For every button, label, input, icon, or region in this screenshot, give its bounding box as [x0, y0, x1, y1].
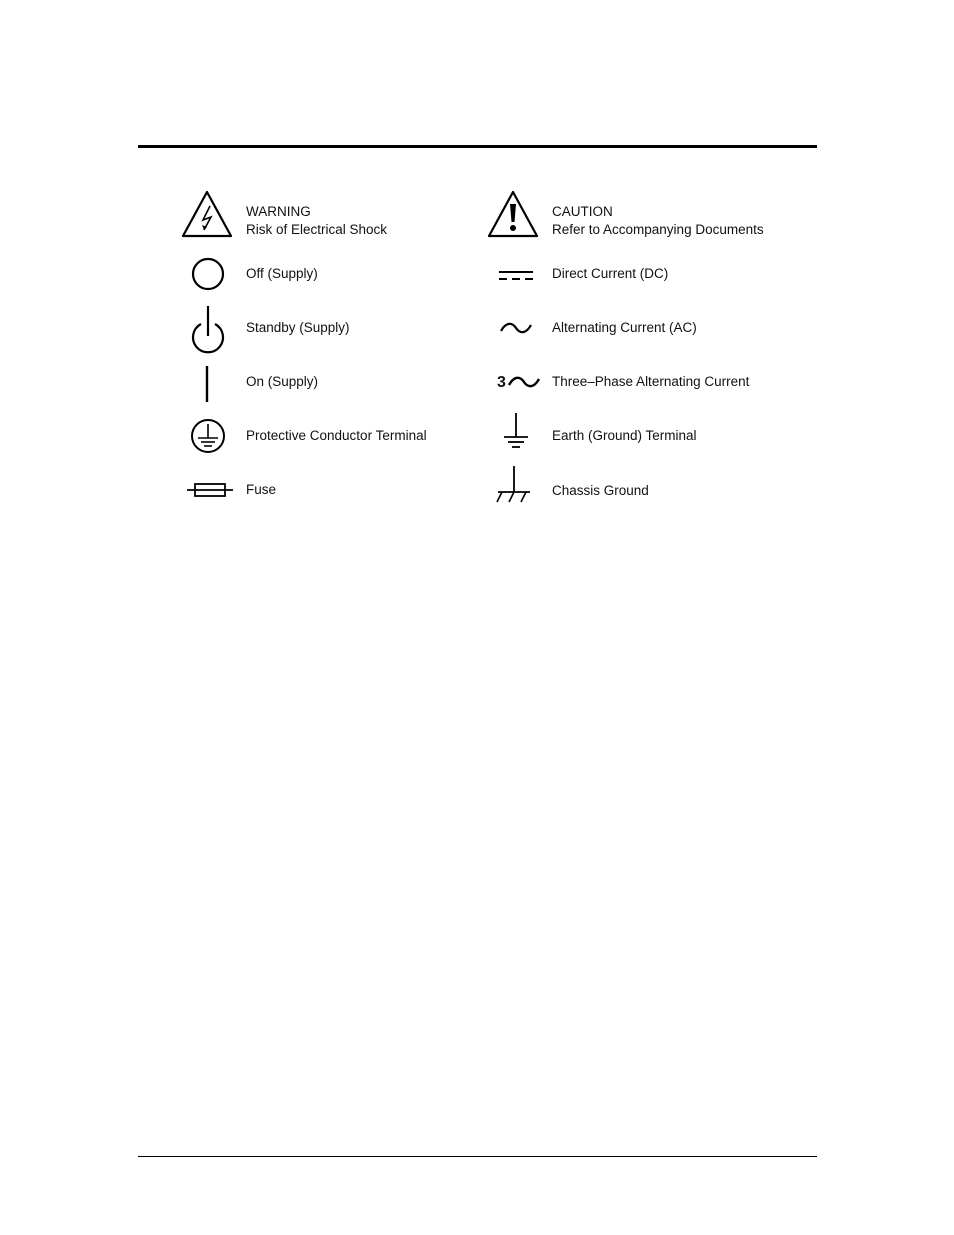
three-phase-prefix: 3: [497, 374, 506, 391]
caution-label: [552, 203, 764, 239]
direct-current-label: Direct Current (DC): [552, 266, 669, 281]
footer-rule: [138, 1156, 817, 1157]
alternating-current-icon: [499, 321, 533, 335]
caution-icon: [487, 190, 539, 238]
warning-label: [246, 203, 387, 239]
protective-conductor-label: Protective Conductor Terminal: [246, 428, 427, 443]
on-supply-icon: [205, 366, 209, 402]
chassis-ground-icon: [494, 466, 534, 504]
caution-title: CAUTION: [552, 204, 613, 219]
caution-description: Refer to Accompanying Documents: [552, 222, 764, 237]
fuse-label: Fuse: [246, 482, 277, 497]
earth-ground-icon: [503, 413, 529, 449]
three-phase-ac-label: Three–Phase Alternating Current: [552, 374, 750, 389]
direct-current-icon: [498, 270, 534, 282]
standby-supply-label: Standby (Supply): [246, 320, 350, 335]
chassis-ground-label: Chassis Ground: [552, 483, 649, 498]
standby-supply-icon: [191, 305, 225, 355]
alternating-current-label: Alternating Current (AC): [552, 320, 697, 335]
earth-ground-label: Earth (Ground) Terminal: [552, 428, 697, 443]
off-supply-label: Off (Supply): [246, 266, 318, 281]
warning-title: WARNING: [246, 204, 311, 219]
on-supply-label: On (Supply): [246, 374, 319, 389]
protective-conductor-icon: [190, 418, 226, 454]
electrical-shock-warning-icon: [181, 190, 233, 238]
fuse-icon: [187, 482, 233, 498]
warning-description: Risk of Electrical Shock: [246, 222, 388, 237]
off-supply-icon: [191, 257, 225, 291]
header-rule: [138, 145, 817, 148]
